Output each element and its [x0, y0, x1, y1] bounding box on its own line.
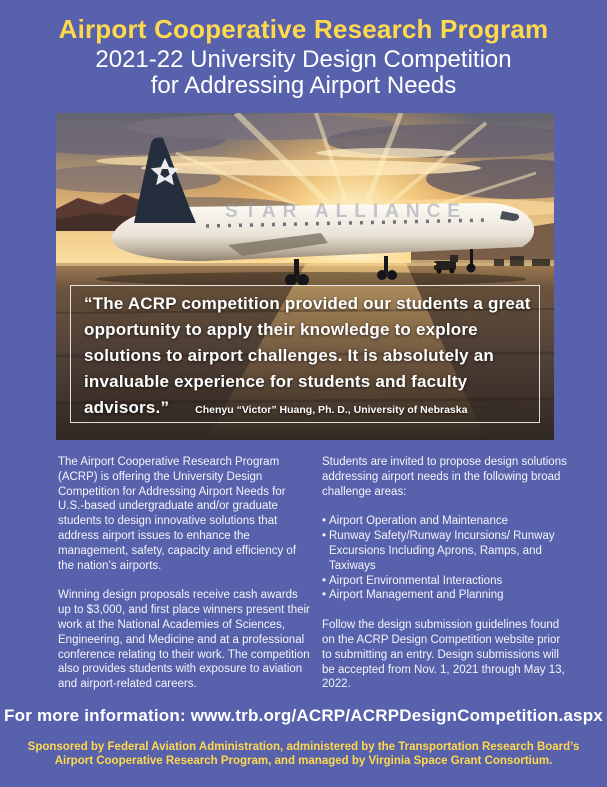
left-column: [58, 455, 312, 707]
fuselage-titles-text: STAR ALLIANCE: [225, 201, 467, 222]
competition-title-line1: 2021-22 University Design Competition: [95, 46, 512, 73]
challenge-areas-list: [322, 514, 572, 603]
submission-guidelines-paragraph: Follow the design submission guidelines found on the ACRP Design Competition website prior to submitting an entry. Design submissions will be accepted from Nov. 1, 2021 through May 13, 2022.: [322, 619, 565, 691]
sponsor-credit-text: Sponsored by Federal Aviation Administration, administered by the Transportation Research Board’s Airport Cooperative Research Program, and managed by Virginia Space Grant Consortium.: [27, 741, 580, 767]
list-item: • Airport Management and Planning: [322, 588, 572, 603]
quote-text: “The ACRP competition provided our students a great opportunity to apply their knowledge to explore solutions to airport challenges. It is absolutely an invaluable experience for students and faculty advisors.”: [84, 294, 531, 417]
competition-title: [0, 47, 607, 99]
program-title: Airport Cooperative Research Program: [58, 14, 549, 44]
program-description-paragraph: The Airport Cooperative Research Program (ACRP) is offering the University Design Competition for Addressing Airport Needs for U.S.-based undergraduate and/or graduate students to design innovative solutions that address airport issues to enhance the management, safety, capacity and efficiency of the nation’s airports.: [58, 456, 297, 572]
list-item: • Airport Operation and Maintenance: [322, 514, 572, 529]
list-item: • Runway Safety/Runway Incursions/ Runway Excursions Including Aprons, Ramps, and Taxiways: [322, 529, 572, 573]
more-info-link-line[interactable]: For more information: www.trb.org/ACRP/ACRPDesignCompetition.aspx: [4, 706, 603, 725]
challenge-intro-paragraph: Students are invited to propose design solutions addressing airport needs in the following broad challenge areas:: [322, 456, 567, 498]
competition-title-line2: for Addressing Airport Needs: [150, 72, 457, 99]
airplane-sunset-photo: [56, 113, 554, 440]
list-item: • Airport Environmental Interactions: [322, 574, 572, 589]
quote-attribution: Chenyu “Victor” Huang, Ph. D., University of Nebraska: [195, 404, 468, 416]
testimonial-quote: [71, 286, 539, 423]
airplane-shadow: [96, 272, 526, 286]
right-column: [322, 455, 572, 707]
awards-paragraph: Winning design proposals receive cash awards up to $3,000, and first place winners present their work at the National Academies of Sciences, Engineering, and Medicine and at a professional conference relating to their work. The competition also provides students with exposure to aviation and airport-related careers.: [58, 589, 310, 691]
testimonial-quote-box: [70, 285, 540, 423]
